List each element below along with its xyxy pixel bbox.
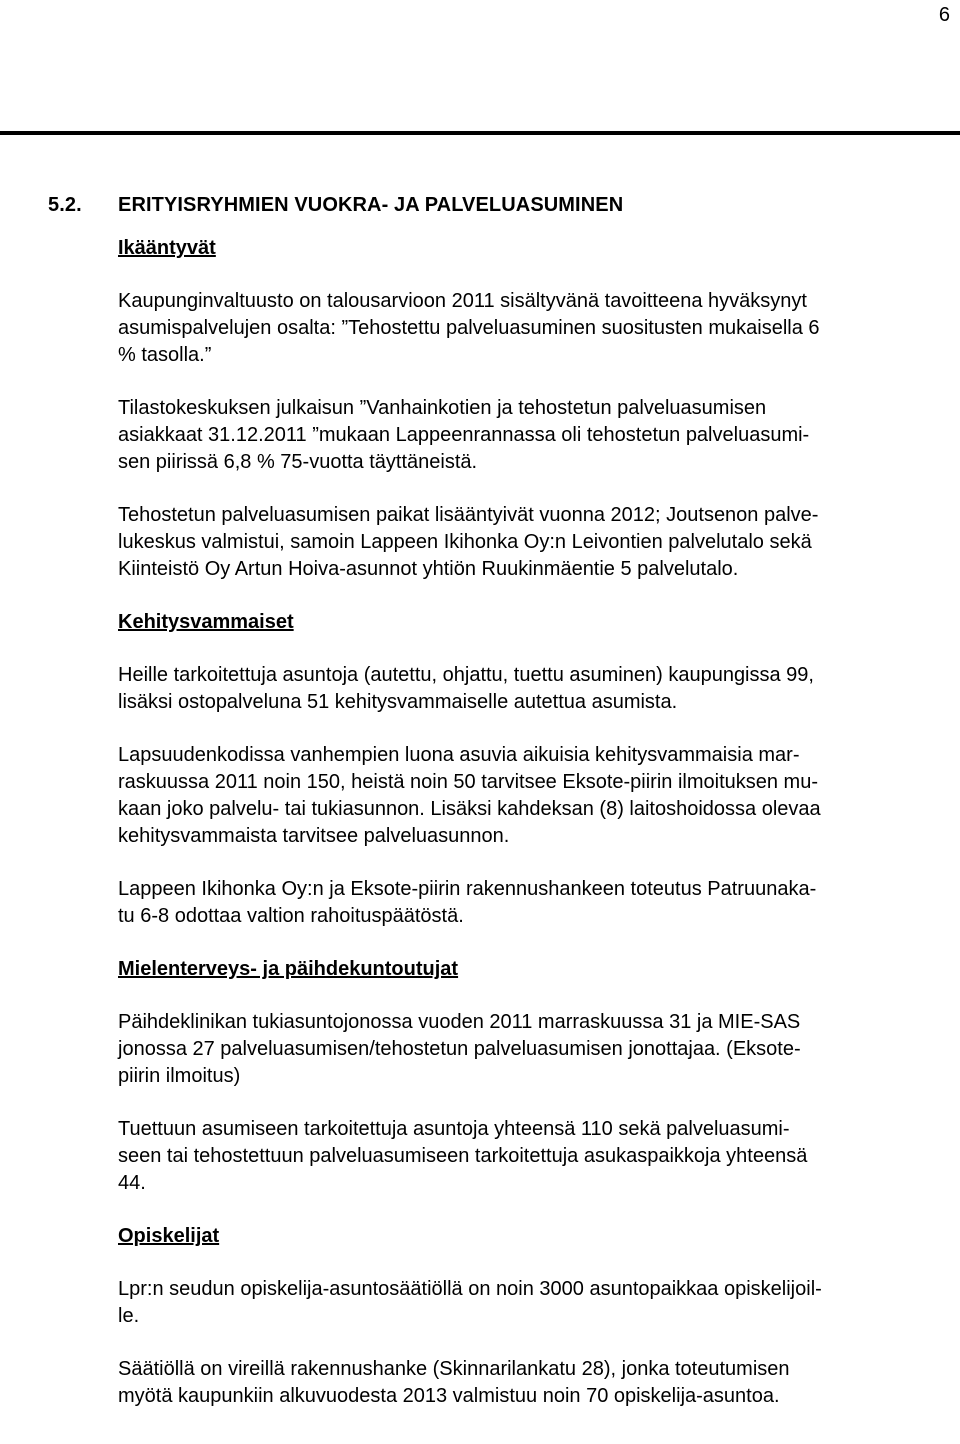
section-heading bbox=[48, 192, 948, 219]
paragraph: Säätiöllä on vireillä rakennushanke (Skinnarilankatu 28), jonka toteutumisen myötä kaupunkiin alkuvuodesta 2013 valmistuu noin 70 opiskelija-asuntoa. bbox=[118, 1358, 790, 1407]
paragraph: Päihdeklinikan tukiasuntojonossa vuoden 2011 marraskuussa 31 ja MIE-SAS jonossa 27 palveluasumisen/tehostetun palveluasumisen jonottajaa. (Eksote- piirin ilmoitus) bbox=[118, 1011, 801, 1087]
subheading-opiskelijat: Opiskelijat bbox=[118, 1225, 220, 1247]
paragraph: Tilastokeskuksen julkaisun ”Vanhainkotien ja tehostetun palveluasumisen asiakkaat 31.12.2011 ”mukaan Lappeenrannassa oli tehostetun palveluasumi- sen piirissä 6,8 % 75-vuotta täyttäneistä. bbox=[118, 397, 810, 473]
paragraph: Tehostetun palveluasumisen paikat lisääntyivät vuonna 2012; Joutsenon palve- lukeskus valmistui, samoin Lappeen Ikihonka Oy:n Leivontien palvelutalo sekä Kiinteistö Oy Artun Hoiva-asunnot yhtiön Ruukinmäentie 5 palvelutalo. bbox=[118, 504, 819, 580]
paragraph: Lappeen Ikihonka Oy:n ja Eksote-piirin rakennushankeen toteutus Patruunaka- tu 6-8 odottaa valtion rahoituspäätöstä. bbox=[118, 878, 817, 927]
paragraph: Lapsuudenkodissa vanhempien luona asuvia aikuisia kehitysvammaisia mar- raskuussa 2011 noin 150, heistä noin 50 tarvitsee Eksote-piirin ilmoituksen mu- kaan joko palvelu- tai tukiasunnon. Lisäksi kahdeksan (8) laitoshoidossa olevaa kehitysvammaista tarvitsee palveluasunnon. bbox=[118, 744, 821, 847]
header-rule bbox=[0, 131, 960, 135]
section-title: ERITYISRYHMIEN VUOKRA- JA PALVELUASUMINEN bbox=[118, 194, 624, 216]
subheading-kehitysvammaiset: Kehitysvammaiset bbox=[118, 611, 294, 633]
subheading-mielenterveys: Mielenterveys- ja päihdekuntoutujat bbox=[118, 958, 459, 980]
document-body bbox=[48, 192, 948, 1436]
section-number: 5.2. bbox=[48, 194, 82, 216]
paragraph: Lpr:n seudun opiskelija-asuntosäätiöllä on noin 3000 asuntopaikkaa opiskelijoil- le. bbox=[118, 1278, 822, 1327]
paragraph: Kaupunginvaltuusto on talousarvioon 2011 sisältyvänä tavoitteena hyväksynyt asumispalvelujen osalta: ”Tehostettu palveluasuminen suositusten mukaisella 6 % tasolla.” bbox=[118, 290, 820, 366]
page-number: 6 bbox=[938, 4, 950, 26]
paragraph: Heille tarkoitettuja asuntoja (autettu, ohjattu, tuettu asuminen) kaupungissa 99, lisäksi ostopalveluna 51 kehitysvammaiselle autettua asumista. bbox=[118, 664, 814, 713]
subheading-ikaantyvat: Ikääntyvät bbox=[118, 237, 216, 259]
paragraph: Tuettuun asumiseen tarkoitettuja asuntoja yhteensä 110 sekä palveluasumi- seen tai tehostettuun palveluasumiseen tarkoitettuja asukaspaikkoja yhteensä 44. bbox=[118, 1118, 808, 1194]
